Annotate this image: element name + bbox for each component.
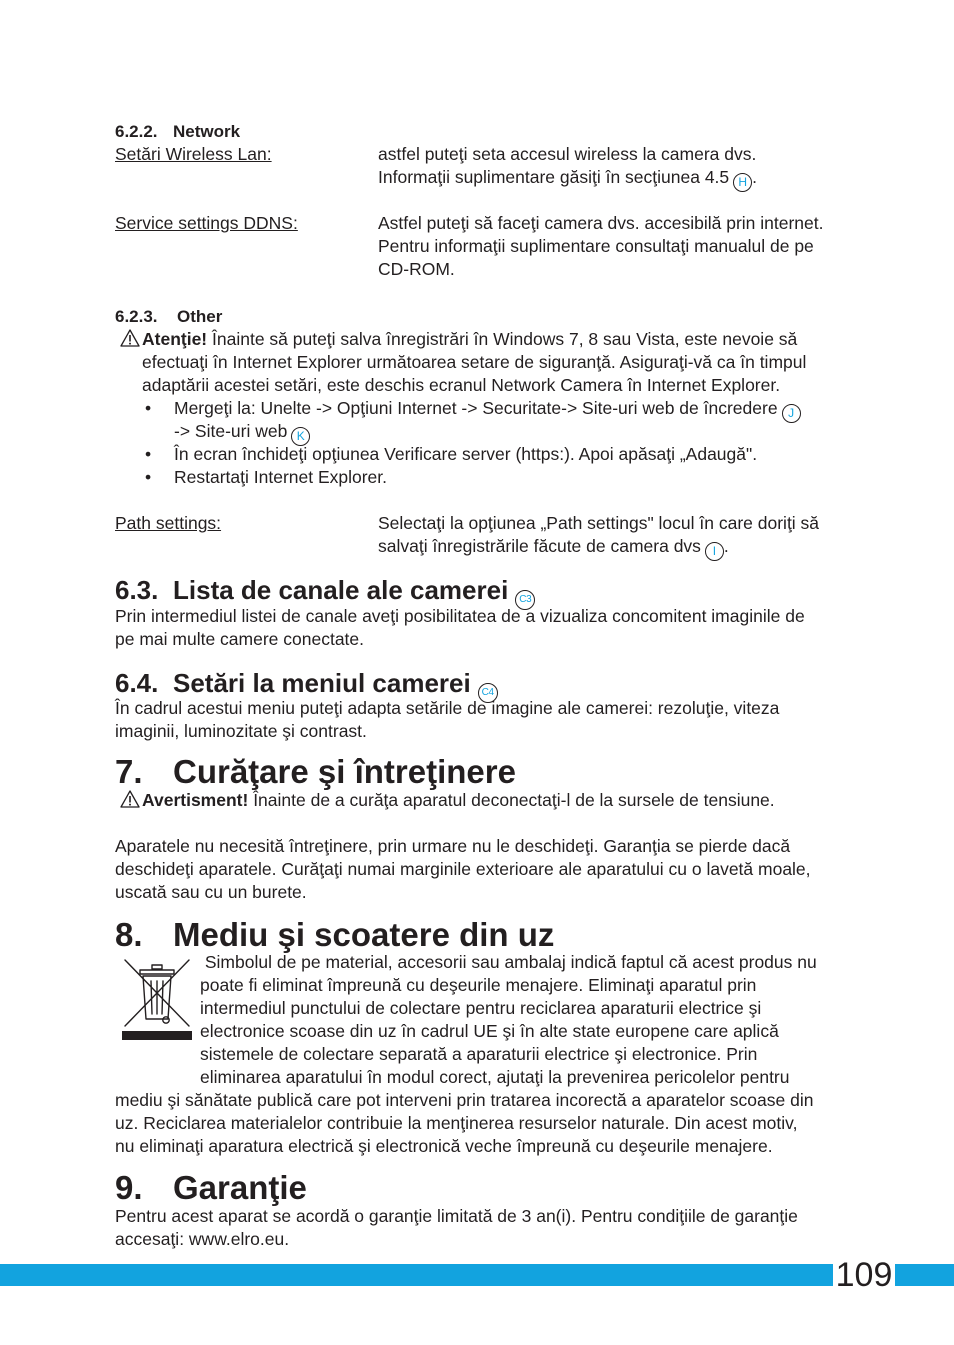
bullet-item-continued <box>174 420 310 443</box>
setting-description-line <box>378 535 729 558</box>
paragraph-line: imaginii, luminozitate şi contrast. <box>115 721 367 741</box>
setting-description-line: astfel puteţi seta accesul wireless la camera dvs. <box>378 144 757 164</box>
paragraph-line: mediu şi sănătate publică care pot interveni prin tratarea incorectă a aparatelor scoase din <box>115 1090 814 1110</box>
paragraph-line: poate fi eliminat împreună cu deşeurile menajere. Eliminaţi aparatul prin <box>200 975 757 995</box>
paragraph-line: deschideţi aparatele. Curăţaţi numai marginile exterioare ale aparatului cu o lavetă moale, <box>115 859 811 879</box>
paragraph-line: nu eliminaţi aparatura electrică şi electronică veche împreună cu deşeurile menajere. <box>115 1136 773 1156</box>
chapter-title: Mediu şi scoatere din uz <box>173 916 555 953</box>
warning-label: Avertisment! <box>142 790 249 810</box>
chapter-title: Curăţare şi întreţinere <box>173 753 516 790</box>
paragraph-line: pe mai multe camere conectate. <box>115 629 365 649</box>
setting-description-line: CD-ROM. <box>378 259 455 279</box>
warning-triangle-icon <box>120 329 140 347</box>
paragraph-line: accesaţi: www.elro.eu. <box>115 1229 290 1249</box>
warning-text: Înainte de a curăţa aparatul deconectaţi-l de la sursele de tensiune. <box>248 790 775 810</box>
warning-label: Atenţie! <box>142 329 208 349</box>
setting-label-ddns: Service settings DDNS: <box>115 213 298 233</box>
section-number: 6.4. <box>115 668 159 698</box>
setting-description-text: salvaţi înregistrările făcute de camera dvs <box>378 536 701 556</box>
warning-text: Înainte să puteţi salva înregistrări în Windows 7, 8 sau Vista, este nevoie să <box>207 329 798 349</box>
chapter-number: 7. <box>115 753 143 790</box>
reference-badge-h: H <box>733 173 752 192</box>
paragraph-line: uscată sau cu un burete. <box>115 882 307 902</box>
warning-line: efectuaţi în Internet Explorer următoarea setare de siguranţă. Asiguraţi-vă ca în timpul <box>142 352 807 372</box>
chapter-number: 8. <box>115 916 143 953</box>
paragraph-line: electronice scoase din uz în cadrul UE şi în alte state europene care aplică <box>200 1021 779 1041</box>
punctuation: . <box>723 536 729 556</box>
setting-label-path: Path settings: <box>115 513 222 533</box>
paragraph-line: uz. Reciclarea materialelor contribuie la menţinerea resurselor naturale. Din acest motiv, <box>115 1113 798 1133</box>
setting-description-text: Informaţii suplimentare găsiţi în secţiunea 4.5 <box>378 167 730 187</box>
paragraph-line: Simbolul de pe material, accesorii sau ambalaj indică faptul că acest produs nu <box>200 952 817 972</box>
paragraph-line: Pentru acest aparat se acordă o garanţie limitată de 3 an(i). Pentru condiţiile de garanţie <box>115 1206 798 1226</box>
crossed-out-wheelie-bin-icon <box>122 957 192 1041</box>
bullet-item <box>174 397 801 420</box>
warning-line: adaptării acestei setări, este deschis ecranul Network Camera în Internet Explorer. <box>142 375 781 395</box>
punctuation: . <box>752 167 758 187</box>
page-number: 109 <box>833 1259 895 1291</box>
bullet-item: În ecran închideţi opţiunea Verificare server (https:). Apoi apăsaţi „Adaugă". <box>174 444 758 464</box>
paragraph-line: intermediul punctului de colectare pentru reciclarea aparaturii electrice şi <box>200 998 762 1018</box>
reference-badge-i: I <box>705 542 724 561</box>
section-title: Other <box>177 307 223 326</box>
setting-description-line <box>378 166 757 189</box>
setting-description-line: Pentru informaţii suplimentare consultaţi manualul de pe <box>378 236 814 256</box>
section-number: 6.2.3. <box>115 307 158 326</box>
bullet-item: Restartaţi Internet Explorer. <box>174 467 388 487</box>
warning-triangle-icon <box>120 790 140 808</box>
setting-description-line: Selectaţi la opţiunea „Path settings" locul în care doriţi să <box>378 513 820 533</box>
section-title-text: Setări la meniul camerei <box>173 668 471 698</box>
warning-line <box>142 789 775 812</box>
footer-bar <box>0 1264 954 1286</box>
reference-badge-k: K <box>291 427 310 446</box>
setting-description-line: Astfel puteţi să faceţi camera dvs. accesibilă prin internet. <box>378 213 824 233</box>
section-number: 6.2.2. <box>115 122 158 141</box>
reference-badge-j: J <box>782 404 801 423</box>
bullet-text: -> Site-uri web <box>174 421 288 441</box>
reference-badge-c3: C3 <box>515 590 535 610</box>
bullet-icon: • <box>145 398 152 418</box>
chapter-title: Garanţie <box>173 1169 307 1206</box>
paragraph-line: Aparatele nu necesită întreţinere, prin urmare nu le deschideţi. Garanţia se pierde dacă <box>115 836 791 856</box>
bullet-text: Mergeţi la: Unelte -> Opţiuni Internet -> Securitate-> Site-uri web de încredere <box>174 398 778 418</box>
paragraph-line: Prin intermediul listei de canale aveţi posibilitatea de a vizualiza concomitent imaginile de <box>115 606 805 626</box>
section-title: Network <box>173 122 241 141</box>
section-title-text: Lista de canale ale camerei <box>173 575 509 605</box>
bullet-icon: • <box>145 444 152 464</box>
setting-label-wireless: Setări Wireless Lan: <box>115 144 272 164</box>
bullet-icon: • <box>145 467 152 487</box>
section-number: 6.3. <box>115 575 159 605</box>
reference-badge-c4: C4 <box>478 683 498 703</box>
paragraph-line: În cadrul acestui meniu puteţi adapta setările de imagine ale camerei: rezoluţie, viteza <box>115 698 780 718</box>
paragraph-line: sistemele de colectare separată a aparaturii electrice şi electronice. Prin <box>200 1044 758 1064</box>
chapter-number: 9. <box>115 1169 143 1206</box>
warning-line <box>142 328 797 351</box>
paragraph-line: eliminarea aparatului în modul corect, ajutaţi la prevenirea pericolelor pentru <box>200 1067 790 1087</box>
